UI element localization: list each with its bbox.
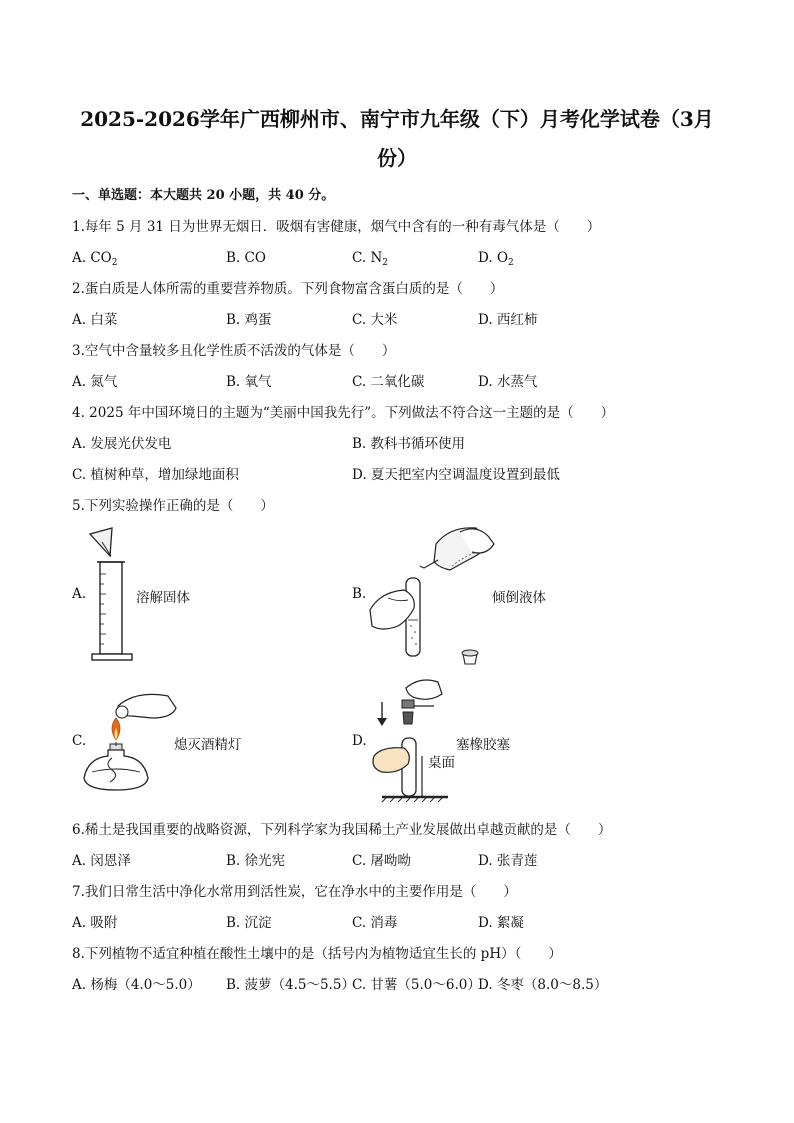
q6-option-c: C. 屠呦呦	[352, 853, 411, 869]
exam-title-line2: 份）	[377, 146, 417, 170]
q5-option-b-caption: 倾倒液体	[492, 590, 546, 606]
q8-option-c: C. 甘薯（5.0～6.0）	[352, 977, 481, 993]
q5-option-d-table-label: 桌面	[428, 755, 455, 771]
q2-option-d: D. 西红柿	[478, 312, 538, 328]
q2-option-c: C. 大米	[352, 312, 398, 328]
q5-option-c-caption: 熄灭酒精灯	[174, 737, 242, 753]
q1-option-c: C. $N_2$	[352, 250, 388, 268]
q1-option-d: D. $O_2$	[478, 250, 514, 268]
q5-option-b-letter: B.	[352, 586, 367, 602]
q3-option-d: D. 水蒸气	[478, 374, 538, 390]
question-5-stem: 5.下列实验操作正确的是（ ）	[72, 498, 274, 514]
q2-option-a: A. 白菜	[72, 312, 118, 328]
q6-option-b: B. 徐光宪	[226, 853, 286, 869]
q3-option-b: B. 氧气	[226, 374, 272, 390]
q4-option-b: B. 教科书循环使用	[352, 436, 466, 452]
question-7-stem: 7.我们日常生活中净化水常用到活性炭，它在净水中的主要作用是（ ）	[72, 884, 517, 900]
q1-option-a: A. $CO_2$	[72, 250, 118, 268]
q5-option-d-caption: 塞橡胶塞	[456, 737, 510, 753]
q4-option-a: A. 发展光伏发电	[72, 436, 172, 452]
question-4-stem: 4. 2025 年中国环境日的主题为“美丽中国我先行”。下列做法不符合这一主题的是（ ）	[72, 405, 615, 421]
q7-option-d: D. 絮凝	[478, 915, 524, 931]
exam-title-line1: 2025-2026学年广西柳州市、南宁市九年级（下）月考化学试卷（3月	[80, 107, 714, 131]
alcohol-lamp-figure	[88, 688, 180, 794]
q7-option-c: C. 消毒	[352, 915, 398, 931]
question-6-stem: 6.稀土是我国重要的战略资源，下列科学家为我国稀土产业发展做出卓越贡献的是（ ）	[72, 822, 612, 838]
question-8-stem: 8.下列植物不适宜种植在酸性土壤中的是（括号内为植物适宜生长的 pH）（ ）	[72, 946, 562, 962]
q6-option-d: D. 张青莲	[478, 853, 538, 869]
q3-option-a: A. 氮气	[72, 374, 118, 390]
q6-option-a: A. 闵恩泽	[72, 853, 131, 869]
question-1-stem: 1.每年 5 月 31 日为世界无烟日．吸烟有害健康，烟气中含有的一种有毒气体是（ ）	[72, 219, 601, 235]
q8-option-d: D. 冬枣（8.0～8.5）	[478, 977, 608, 993]
q5-option-c-letter: C.	[72, 733, 87, 749]
q7-option-b: B. 沉淀	[226, 915, 272, 931]
q4-option-c: C. 植树种草，增加绿地面积	[72, 467, 239, 483]
q7-option-a: A. 吸附	[72, 915, 118, 931]
q8-option-a: A. 杨梅（4.0～5.0）	[72, 977, 201, 993]
section-header: 一、单选题：本大题共 20 小题，共 40 分。	[72, 188, 335, 203]
q2-option-b: B. 鸡蛋	[226, 312, 272, 328]
question-3-stem: 3.空气中含量较多且化学性质不活泼的气体是（ ）	[72, 343, 396, 359]
rubber-stopper-figure	[368, 676, 460, 802]
question-2-stem: 2.蛋白质是人体所需的重要营养物质。下列食物富含蛋白质的是（ ）	[72, 281, 504, 297]
q5-option-a-caption: 溶解固体	[136, 590, 190, 606]
q3-option-c: C. 二氧化碳	[352, 374, 425, 390]
q8-option-b: B. 菠萝（4.5～5.5）	[226, 977, 355, 993]
q4-option-d: D. 夏天把室内空调温度设置到最低	[352, 467, 560, 483]
q5-option-a-letter: A.	[72, 586, 87, 602]
q5-option-d-letter: D.	[352, 733, 367, 749]
q1-option-b: B. CO	[226, 250, 266, 266]
pouring-liquid-figure	[368, 522, 498, 664]
